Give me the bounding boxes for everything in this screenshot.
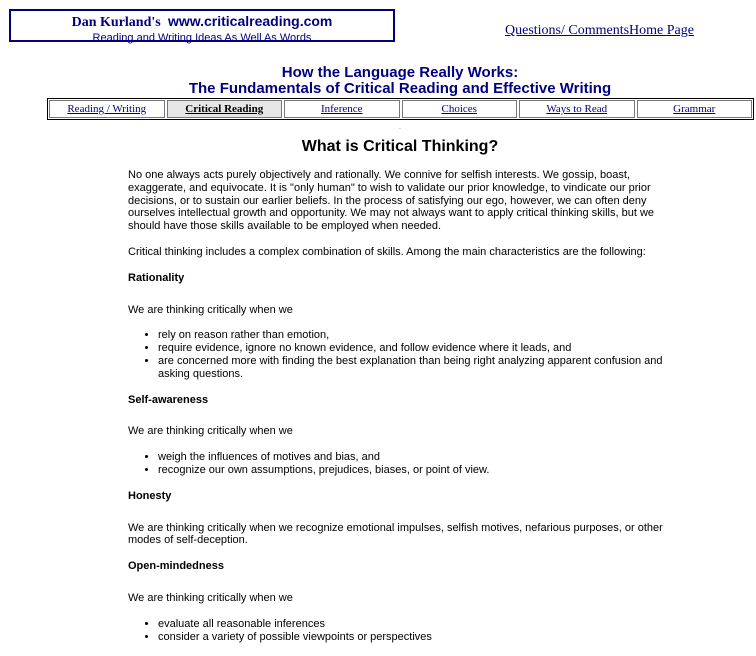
rationality-lead: We are thinking critically when we bbox=[128, 303, 293, 316]
self-awareness-heading: Self-awareness bbox=[128, 393, 209, 406]
logo-author: Dan Kurland's bbox=[71, 15, 161, 30]
rationality-heading: Rationality bbox=[128, 271, 185, 284]
nav-reading-writing[interactable]: Reading / Writing bbox=[49, 100, 165, 118]
honesty-heading: Honesty bbox=[128, 489, 172, 502]
nav-choices[interactable]: Choices bbox=[402, 100, 518, 118]
open-mindedness-list bbox=[128, 618, 673, 644]
list-item: • weigh the influences of motives and bias, and bbox=[158, 451, 673, 464]
site-logo-box bbox=[9, 9, 395, 42]
nav-inference[interactable]: Inference bbox=[284, 100, 400, 118]
open-mindedness-lead: We are thinking critically when we bbox=[128, 591, 293, 604]
logo-title bbox=[11, 13, 393, 31]
questions-comments-link[interactable]: Questions/ Comments bbox=[505, 23, 630, 38]
list-item: • evaluate all reasonable inferences bbox=[158, 618, 673, 631]
self-awareness-lead: We are thinking critically when we bbox=[128, 425, 293, 438]
page-title-line1: How the Language Really Works: bbox=[281, 64, 519, 81]
section-nav-bar bbox=[47, 98, 754, 120]
list-item: • are concerned more with finding the best explanation than being right analyzing apparent confusion and asking questions. bbox=[158, 355, 673, 381]
list-item: • rely on reason rather than emotion, bbox=[158, 329, 673, 342]
home-page-link[interactable]: Home Page bbox=[629, 23, 694, 38]
article-heading: What is Critical Thinking? bbox=[301, 138, 499, 155]
self-awareness-list bbox=[128, 451, 673, 477]
logo-site-url[interactable]: www.criticalreading.com bbox=[167, 13, 333, 29]
page-title bbox=[0, 65, 756, 97]
list-item: • recognize our own assumptions, prejudices, biases, or point of view. bbox=[158, 464, 673, 477]
list-item: • require evidence, ignore no known evidence, and follow evidence where it leads, and bbox=[158, 342, 673, 355]
nav-critical-reading[interactable]: Critical Reading bbox=[167, 100, 283, 118]
separator-dot: . bbox=[399, 124, 401, 131]
article-body bbox=[128, 169, 673, 656]
list-item: • consider a variety of possible viewpoints or perspectives bbox=[158, 631, 673, 644]
rationality-list bbox=[128, 329, 673, 380]
intro-paragraph: No one always acts purely objectively and rationally. We connive for selfish interests. We gossip, boast, exaggerate, and equivocate. It is "only human" to wish to validate our prior knowledge, to vindicate our prior decisions, or to sustain our earlier beliefs. In the process of satisfying our ego, however, we can often deny ourselves intellectual growth and opportunity. We may not always want to apply critical thinking skills, but we should have those skills available to be employed when needed. bbox=[128, 169, 655, 233]
nav-ways-to-read[interactable]: Ways to Read bbox=[519, 100, 635, 118]
honesty-lead: We are thinking critically when we recognize emotional impulses, selfish motives, nefarious purposes, or other modes of self-deception. bbox=[128, 521, 663, 547]
logo-tagline: Reading and Writing Ideas As Well As Words bbox=[92, 32, 312, 44]
nav-grammar[interactable]: Grammar bbox=[637, 100, 753, 118]
open-mindedness-heading: Open-mindedness bbox=[128, 560, 224, 573]
page-title-line2: The Fundamentals of Critical Reading and Effective Writing bbox=[188, 80, 612, 97]
skills-intro-paragraph: Critical thinking includes a complex combination of skills. Among the main characteristics are the following: bbox=[128, 245, 646, 258]
